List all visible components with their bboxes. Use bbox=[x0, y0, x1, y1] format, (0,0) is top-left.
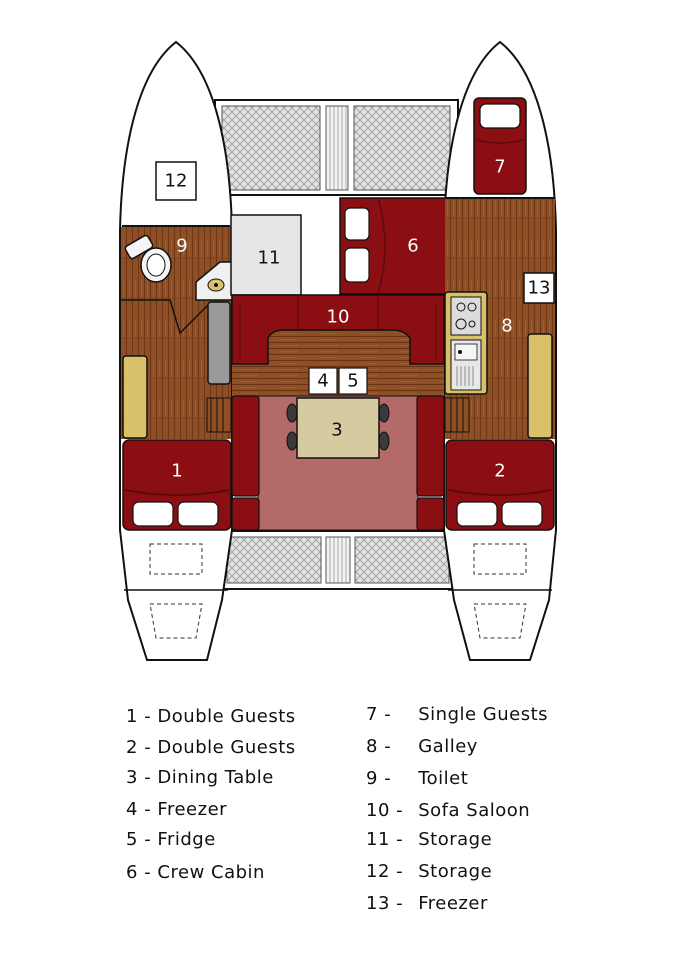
legend-item-6 bbox=[126, 862, 265, 883]
legend-item-7 bbox=[366, 704, 548, 725]
legend-item-3 bbox=[126, 767, 274, 788]
legend-num: 1 bbox=[126, 706, 138, 727]
legend-num: 11 - bbox=[366, 829, 404, 850]
legend-label: Double Guests bbox=[157, 737, 296, 758]
legend-sep: - bbox=[144, 829, 152, 850]
legend-item-9 bbox=[366, 768, 468, 789]
legend-label: Single Guests bbox=[418, 704, 549, 725]
legend-item-11 bbox=[366, 829, 492, 850]
legend-sep: - bbox=[144, 767, 152, 788]
legend-sep: - bbox=[144, 799, 152, 820]
legend-label: Fridge bbox=[157, 829, 216, 850]
legend-item-2 bbox=[126, 737, 296, 758]
legend-sep: - bbox=[144, 706, 152, 727]
legend-num: 10 - bbox=[366, 800, 404, 821]
legend-num: 12 - bbox=[366, 861, 404, 882]
legend-item-5 bbox=[126, 829, 216, 850]
legend-label: Sofa Saloon bbox=[418, 800, 531, 821]
legend-num: 13 - bbox=[366, 893, 404, 914]
legend-item-13 bbox=[366, 893, 488, 914]
legend-item-4 bbox=[126, 799, 227, 820]
legend-sep: - bbox=[144, 862, 152, 883]
legend-item-12 bbox=[366, 861, 492, 882]
legend-item-8 bbox=[366, 736, 478, 757]
area-label-11: 11 bbox=[257, 247, 281, 269]
area-label-5: 5 bbox=[347, 370, 359, 392]
area-label-2: 2 bbox=[494, 460, 506, 482]
area-label-7: 7 bbox=[494, 156, 506, 178]
area-label-10: 10 bbox=[326, 306, 350, 328]
area-label-8: 8 bbox=[501, 315, 513, 337]
legend-label: Toilet bbox=[418, 768, 469, 789]
legend-num: 8 - bbox=[366, 736, 392, 757]
legend-num: 2 bbox=[126, 737, 138, 758]
area-label-9: 9 bbox=[176, 235, 188, 257]
area-label-1: 1 bbox=[171, 460, 183, 482]
legend-item-1 bbox=[126, 706, 296, 727]
area-label-12: 12 bbox=[164, 170, 188, 192]
legend-label: Storage bbox=[418, 829, 493, 850]
legend-num: 6 bbox=[126, 862, 138, 883]
legend-num: 9 - bbox=[366, 768, 392, 789]
legend-label: Storage bbox=[418, 861, 493, 882]
legend-label: Dining Table bbox=[157, 767, 274, 788]
area-label-13: 13 bbox=[527, 277, 551, 299]
legend-label: Double Guests bbox=[157, 706, 296, 727]
legend-label: Freezer bbox=[418, 893, 488, 914]
legend-num: 3 bbox=[126, 767, 138, 788]
legend-num: 5 bbox=[126, 829, 138, 850]
area-label-6: 6 bbox=[407, 235, 419, 257]
legend-label: Galley bbox=[418, 736, 478, 757]
legend-sep: - bbox=[144, 737, 152, 758]
area-label-4: 4 bbox=[317, 370, 329, 392]
legend-num: 4 bbox=[126, 799, 138, 820]
legend-label: Crew Cabin bbox=[157, 862, 265, 883]
legend-label: Freezer bbox=[157, 799, 228, 820]
legend-num: 7 - bbox=[366, 704, 392, 725]
legend-item-10 bbox=[366, 800, 530, 821]
area-label-3: 3 bbox=[331, 419, 343, 441]
